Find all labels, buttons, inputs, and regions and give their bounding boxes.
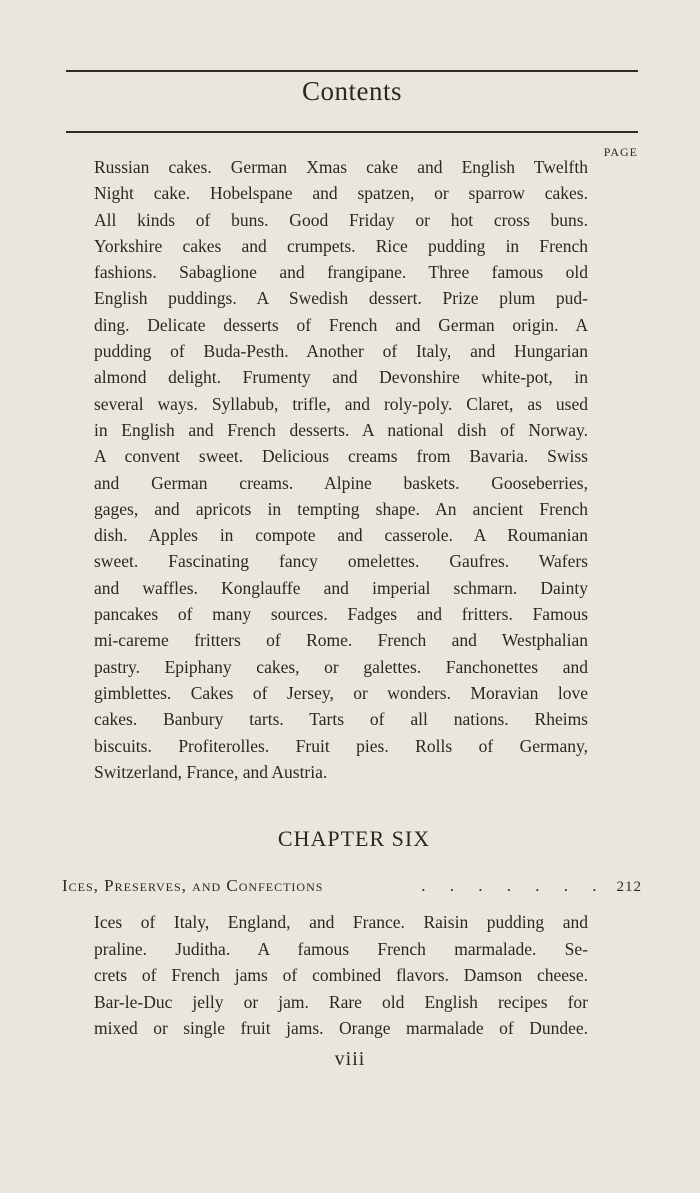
- description-line: gimblettes. Cakes of Jersey, or wonders. Moravian love: [94, 682, 588, 703]
- page-folio: viii: [334, 1048, 366, 1070]
- title-rule: [66, 131, 638, 133]
- description-line: Switzerland, France, and Austria.: [94, 761, 328, 782]
- toc-entry-title[interactable]: Ices, Preserves, and Confections: [62, 876, 324, 895]
- toc-page-number: 212: [616, 879, 642, 895]
- page-title: Contents: [301, 76, 402, 106]
- description-line: A convent sweet. Delicious creams from Bavaria. Swiss: [94, 446, 588, 467]
- description-line: and German creams. Alpine baskets. Gooseberries,: [94, 472, 588, 493]
- description-line: almond delight. Frumenty and Devonshire white-pot, in: [94, 367, 588, 388]
- dot-leader: . . . . . . .: [421, 876, 607, 895]
- description-line: pudding of Buda-Pesth. Another of Italy, and Hungarian: [94, 341, 588, 362]
- chapter-heading: CHAPTER SIX: [277, 826, 431, 851]
- description-line: Russian cakes. German Xmas cake and English Twelfth: [94, 157, 588, 177]
- description-line: fashions. Sabaglione and frangipane. Three famous old: [94, 262, 588, 283]
- description-line: mi-careme fritters of Rome. French and Westphalian: [94, 630, 588, 651]
- description-line: Ices of Italy, England, and France. Raisin pudding and: [94, 912, 588, 932]
- description-line: Yorkshire cakes and crumpets. Rice pudding in French: [94, 235, 588, 256]
- continued-chapter-description: [94, 154, 588, 785]
- description-line: dish. Apples in compote and casserole. A Roumanian: [94, 525, 588, 546]
- description-line: biscuits. Profiterolles. Fruit pies. Rolls of Germany,: [94, 735, 588, 756]
- chapter-description: [94, 909, 588, 1042]
- description-line: All kinds of buns. Good Friday or hot cross buns.: [94, 209, 588, 230]
- description-line: mixed or single fruit jams. Orange marmalade of Dundee.: [94, 1018, 588, 1038]
- description-line: sweet. Fascinating fancy omelettes. Gaufres. Wafers: [94, 551, 588, 572]
- top-rule: [66, 70, 638, 72]
- description-line: in English and French desserts. A national dish of Norway.: [94, 419, 588, 440]
- description-line: Night cake. Hobelspane and spatzen, or sparrow cakes.: [94, 183, 588, 204]
- description-line: cakes. Banbury tarts. Tarts of all nations. Rheims: [94, 709, 588, 730]
- page-column-label: PAGE: [603, 145, 638, 159]
- description-line: pancakes of many sources. Fadges and fritters. Famous: [94, 604, 588, 625]
- description-line: pastry. Epiphany cakes, or galettes. Fanchonettes and: [94, 656, 588, 677]
- description-line: several ways. Syllabub, trifle, and roly-poly. Claret, as used: [94, 393, 588, 414]
- toc-entry[interactable]: [62, 876, 642, 896]
- description-line: praline. Juditha. A famous French marmalade. Se-: [94, 938, 588, 959]
- description-line: ding. Delicate desserts of French and German origin. A: [94, 314, 588, 335]
- description-line: gages, and apricots in tempting shape. An ancient French: [94, 498, 588, 519]
- description-line: crets of French jams of combined flavors. Damson cheese.: [94, 965, 588, 985]
- description-line: English puddings. A Swedish dessert. Prize plum pud-: [94, 288, 588, 309]
- description-line: Bar-le-Duc jelly or jam. Rare old English recipes for: [94, 991, 588, 1012]
- description-line: and waffles. Konglauffe and imperial schmarn. Dainty: [94, 577, 588, 598]
